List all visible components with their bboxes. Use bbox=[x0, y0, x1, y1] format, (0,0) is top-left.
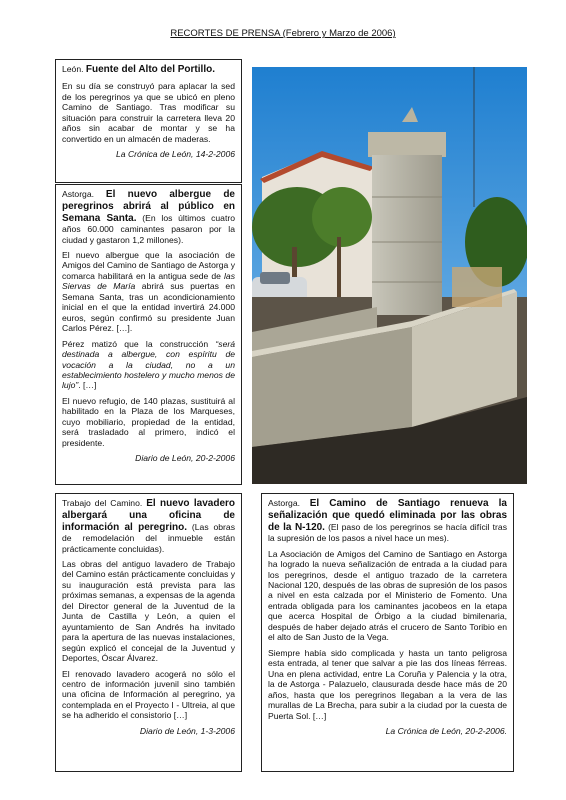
article-paragraph: El nuevo refugio, de 140 plazas, sustituirá al habilitado en la Plaza de los Marqueses, cuyo mobiliario, propiedad de la entidad, será trasladado al primero, indicó el presidente. bbox=[62, 395, 235, 448]
article-albergue-astorga bbox=[55, 184, 242, 485]
article-heading bbox=[62, 189, 235, 245]
article-place: León. bbox=[62, 64, 84, 74]
article-place: Trabajo del Camino. bbox=[62, 498, 143, 508]
article-place: Astorga. bbox=[268, 498, 301, 508]
article-lead: (Las obras de remodelación del inmueble están prácticamente concluidas). bbox=[62, 521, 236, 554]
article-headline: El Camino de Santiago renueva la señalización que quedó eliminada por las obras de la N-120. bbox=[268, 498, 507, 533]
article-heading bbox=[62, 498, 235, 554]
article-headline: Fuente del Alto del Portillo. bbox=[85, 64, 215, 75]
text-run-italic: “será destinada a albergue, con espíritu de vocación a la ciudad, no a un establecimiento hostelero y mucho menos de lujo” bbox=[62, 338, 235, 391]
text-run: . […] bbox=[78, 380, 97, 391]
article-source: Diario de León, 1-3-2006 bbox=[139, 725, 235, 736]
article-headline: El nuevo albergue de peregrinos abrirá al público en Semana Santa. bbox=[62, 189, 235, 224]
text-run-italic: las Siervas de María bbox=[62, 270, 235, 292]
article-place: Astorga. bbox=[62, 189, 95, 199]
fountain-photo bbox=[252, 67, 527, 484]
article-heading bbox=[268, 498, 507, 544]
article-lavadero-trabajo bbox=[55, 493, 242, 772]
text-run: abrirá sus puertas en Semana Santa, tras un acondicionamiento inicial en el que la entidad invertirá 24.000 euros, según confirmó su presidente Juan Carlos Pérez. […]. bbox=[62, 281, 235, 334]
article-paragraph: En su día se construyó para aplacar la sed de los peregrinos ya que se ubicó en pleno Camino de Santiago. Tras modificar su situación para construir la carretera lleva 20 años sin acabar de montar y se ha convertido en un almacén de maderas. bbox=[62, 81, 235, 144]
article-senalizacion-n120 bbox=[261, 493, 514, 772]
page-header: RECORTES DE PRENSA (Febrero y Marzo de 2006) bbox=[170, 28, 396, 39]
article-paragraph: El renovado lavadero acogerá no sólo el centro de información juvenil sino también una oficina de Información al peregrino, ya contemplada en el Proyecto I - Ultreia, al que se ha adherido el consistorio […] bbox=[62, 668, 235, 721]
article-source: La Crónica de León, 14-2-2006 bbox=[116, 149, 235, 160]
article-heading bbox=[62, 64, 235, 76]
article-headline: El nuevo lavadero albergará una oficina de información al peregrino. bbox=[62, 498, 236, 533]
article-paragraph: La Asociación de Amigos del Camino de Santiago en Astorga ha logrado la nueva señalización de entrada a la ciudad para los peregrinos, desde el antiguo trazado de la carretera Nacional 120, después de las obras de supresión de los pasos a nivel en esta calzada por el Ministerio de Fomento. Una entrada obligada para los caminantes jacobeos en la etapa que acerca Hospital de Órbigo a la ciudad bimilenaria, después de haber dejado atrás el crucero de Santo Toribio en el alto de San Justo de la Vega. bbox=[268, 548, 507, 643]
article-fuente-portillo bbox=[55, 59, 242, 183]
text-run: El nuevo albergue que la asociación de Amigos del Camino de Santiago de Astorga y comarca habilitará en la antigua sede de bbox=[62, 249, 235, 281]
article-paragraph bbox=[62, 250, 235, 334]
article-source: La Crónica de León, 20-2-2006. bbox=[385, 726, 507, 737]
text-run: Pérez matizó que la construcción bbox=[62, 338, 216, 349]
article-lead: (En los últimos cuatro años 60.000 caminantes pasaron por la ciudad y gastaron 1,2 millones). bbox=[62, 212, 235, 245]
article-paragraph bbox=[62, 339, 235, 391]
article-paragraph: Siempre había sido complicada y hasta un tanto peligrosa esta entrada, al tener que salvar a pie las dos líneas férreas. Una en plena actividad, entre La Coruña y Palencia y la otra, la de Astorga - Palazuelo, clausurada desde hace más de 20 años, hasta que los peregrinos llegaban a la vera de las murallas de La Brecha, para subir a la ciudad por la cuesta de Puerta Sol. […] bbox=[268, 647, 507, 721]
article-paragraph: Las obras del antiguo lavadero de Trabajo del Camino están prácticamente concluidas y su inauguración está prevista para las próximas semanas, a expensas de la agenda del Director general de la Juventud de la Junta de Castilla y León, a quien el ayuntamiento de San Andrés ha invitado para la apertura de las nuevas instalaciones, según explicó el concejal de la Juventud y Deportes, Óscar Álvarez. bbox=[62, 558, 235, 664]
article-source: Diario de León, 20-2-2006 bbox=[135, 453, 235, 464]
article-lead: (El paso de los peregrinos se hacía difícil tras la supresión de los pasos a nivel hace un mes). bbox=[268, 521, 507, 544]
